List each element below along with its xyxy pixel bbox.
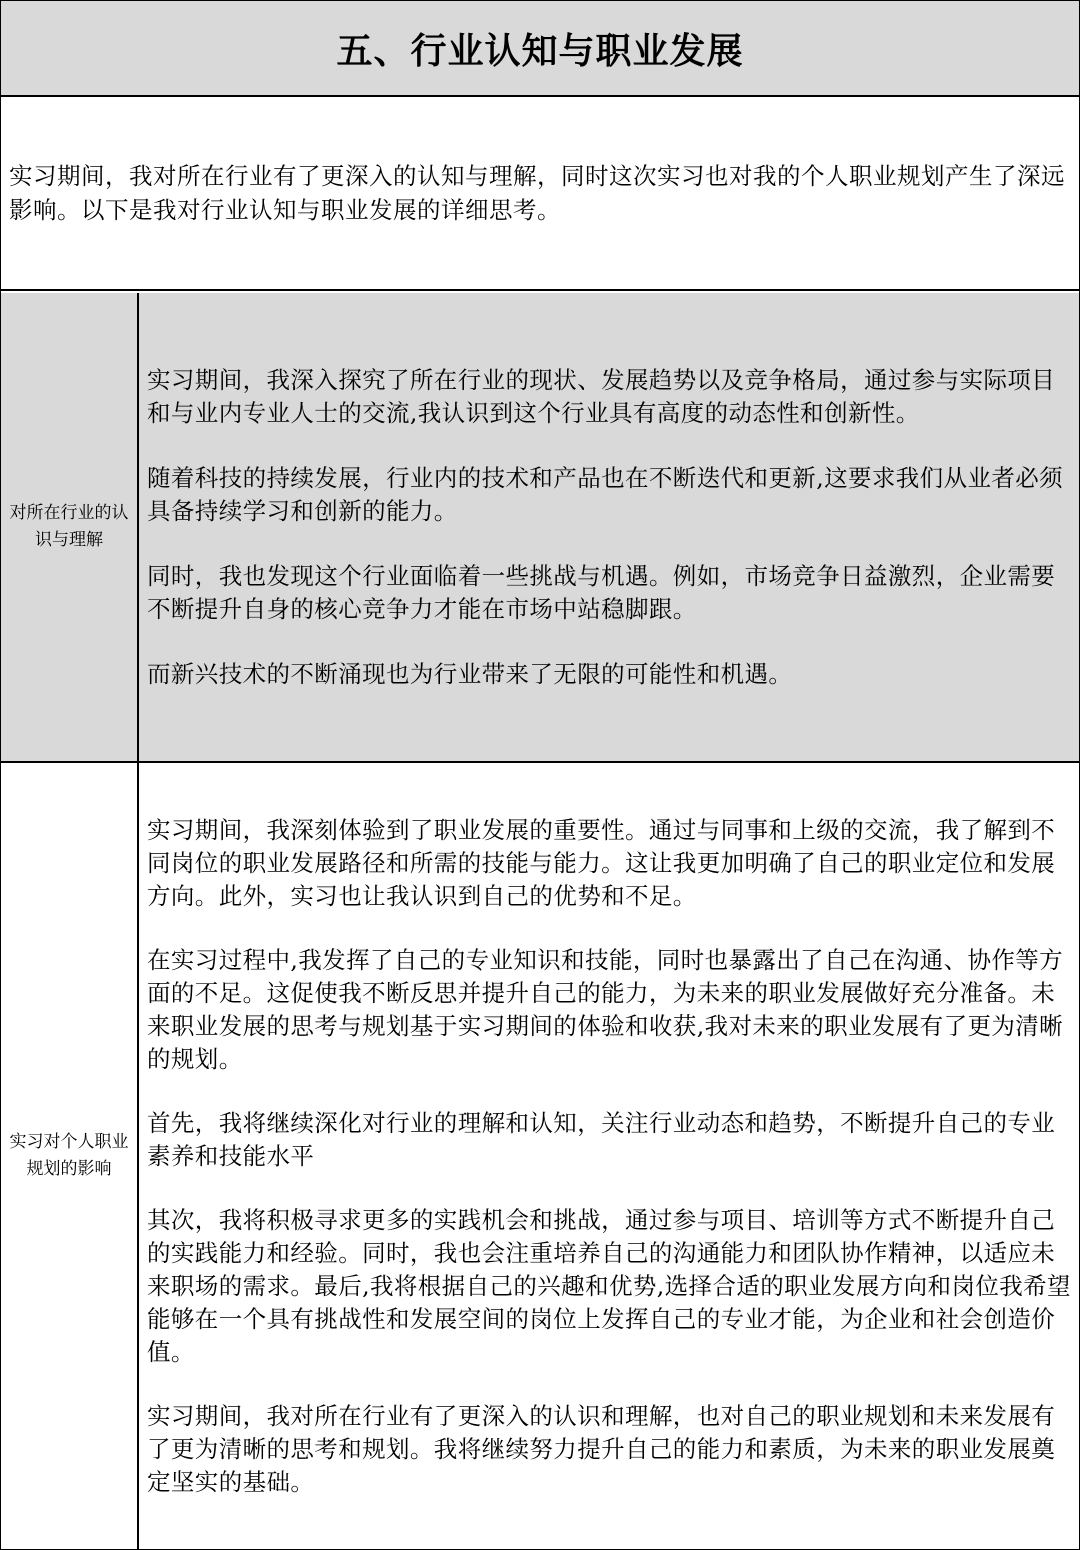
section-row-industry-understanding xyxy=(1,293,1079,763)
section-paragraph: 首先，我将继续深化对行业的理解和认知，关注行业动态和趋势，不断提升自己的专业素养和技能水平 xyxy=(147,1108,1056,1170)
section-paragraph: 实习期间，我对所在行业有了更深入的认识和理解，也对自己的职业规划和未来发展有了更为清晰的思考和规划。我将继续努力提升自己的能力和素质，为未来的职业发展奠定坚实的基础。 xyxy=(147,1401,1056,1496)
section-row-career-impact xyxy=(1,763,1079,1549)
section-paragraph: 而新兴技术的不断涌现也为行业带来了无限的可能性和机遇。 xyxy=(147,659,793,688)
section-label: 对所在行业的认识与理解 xyxy=(9,503,129,550)
section-label-cell xyxy=(1,293,139,761)
title-row xyxy=(1,1,1079,97)
page-title: 五、行业认知与职业发展 xyxy=(336,30,744,72)
section-paragraph: 其次，我将积极寻求更多的实践机会和挑战，通过参与项目、培训等方式不断提升自己的实践能力和经验。同时，我也会注重培养自己的沟通能力和团队协作精神，以适应未来职场的需求。最后,我将根据自己的兴趣和优势,选择合适的职业发展方向和岗位我希望能够在一个具有挑战性和发展空间的岗位上发挥自己的专业才能，为企业和社会创造价值。 xyxy=(147,1205,1071,1366)
section-paragraph: 同时，我也发现这个行业面临着一些挑战与机遇。例如，市场竞争日益激烈，企业需要不断提升自身的核心竞争力才能在市场中站稳脚跟。 xyxy=(147,561,1056,623)
section-paragraph: 实习期间，我深刻体验到了职业发展的重要性。通过与同事和上级的交流，我了解到不同岗位的职业发展路径和所需的技能与能力。这让我更加明确了自己的职业定位和发展方向。此外，实习也让我认识到自己的优势和不足。 xyxy=(147,815,1056,910)
section-paragraph: 实习期间，我深入探究了所在行业的现状、发展趋势以及竞争格局，通过参与实际项目和与业内专业人士的交流,我认识到这个行业具有高度的动态性和创新性。 xyxy=(147,365,1056,427)
section-label: 实习对个人职业规划的影响 xyxy=(9,1132,129,1179)
section-content-cell xyxy=(139,763,1079,1549)
section-paragraph: 在实习过程中,我发挥了自己的专业知识和技能，同时也暴露出了自己在沟通、协作等方面的不足。这促使我不断反思并提升自己的能力，为未来的职业发展做好充分准备。未来职业发展的思考与规划基于实习期间的体验和收获,我对未来的职业发展有了更为清晰的规划。 xyxy=(147,945,1064,1073)
intro-paragraph: 实习期间，我对所在行业有了更深入的认知与理解，同时这次实习也对我的个人职业规划产生了深远影响。以下是我对行业认知与职业发展的详细思考。 xyxy=(9,162,1065,224)
section-content-cell xyxy=(139,293,1079,761)
intro-row xyxy=(1,97,1079,291)
section-paragraph: 随着科技的持续发展，行业内的技术和产品也在不断迭代和更新,这要求我们从业者必须具备持续学习和创新的能力。 xyxy=(147,463,1064,525)
section-label-cell xyxy=(1,763,139,1549)
